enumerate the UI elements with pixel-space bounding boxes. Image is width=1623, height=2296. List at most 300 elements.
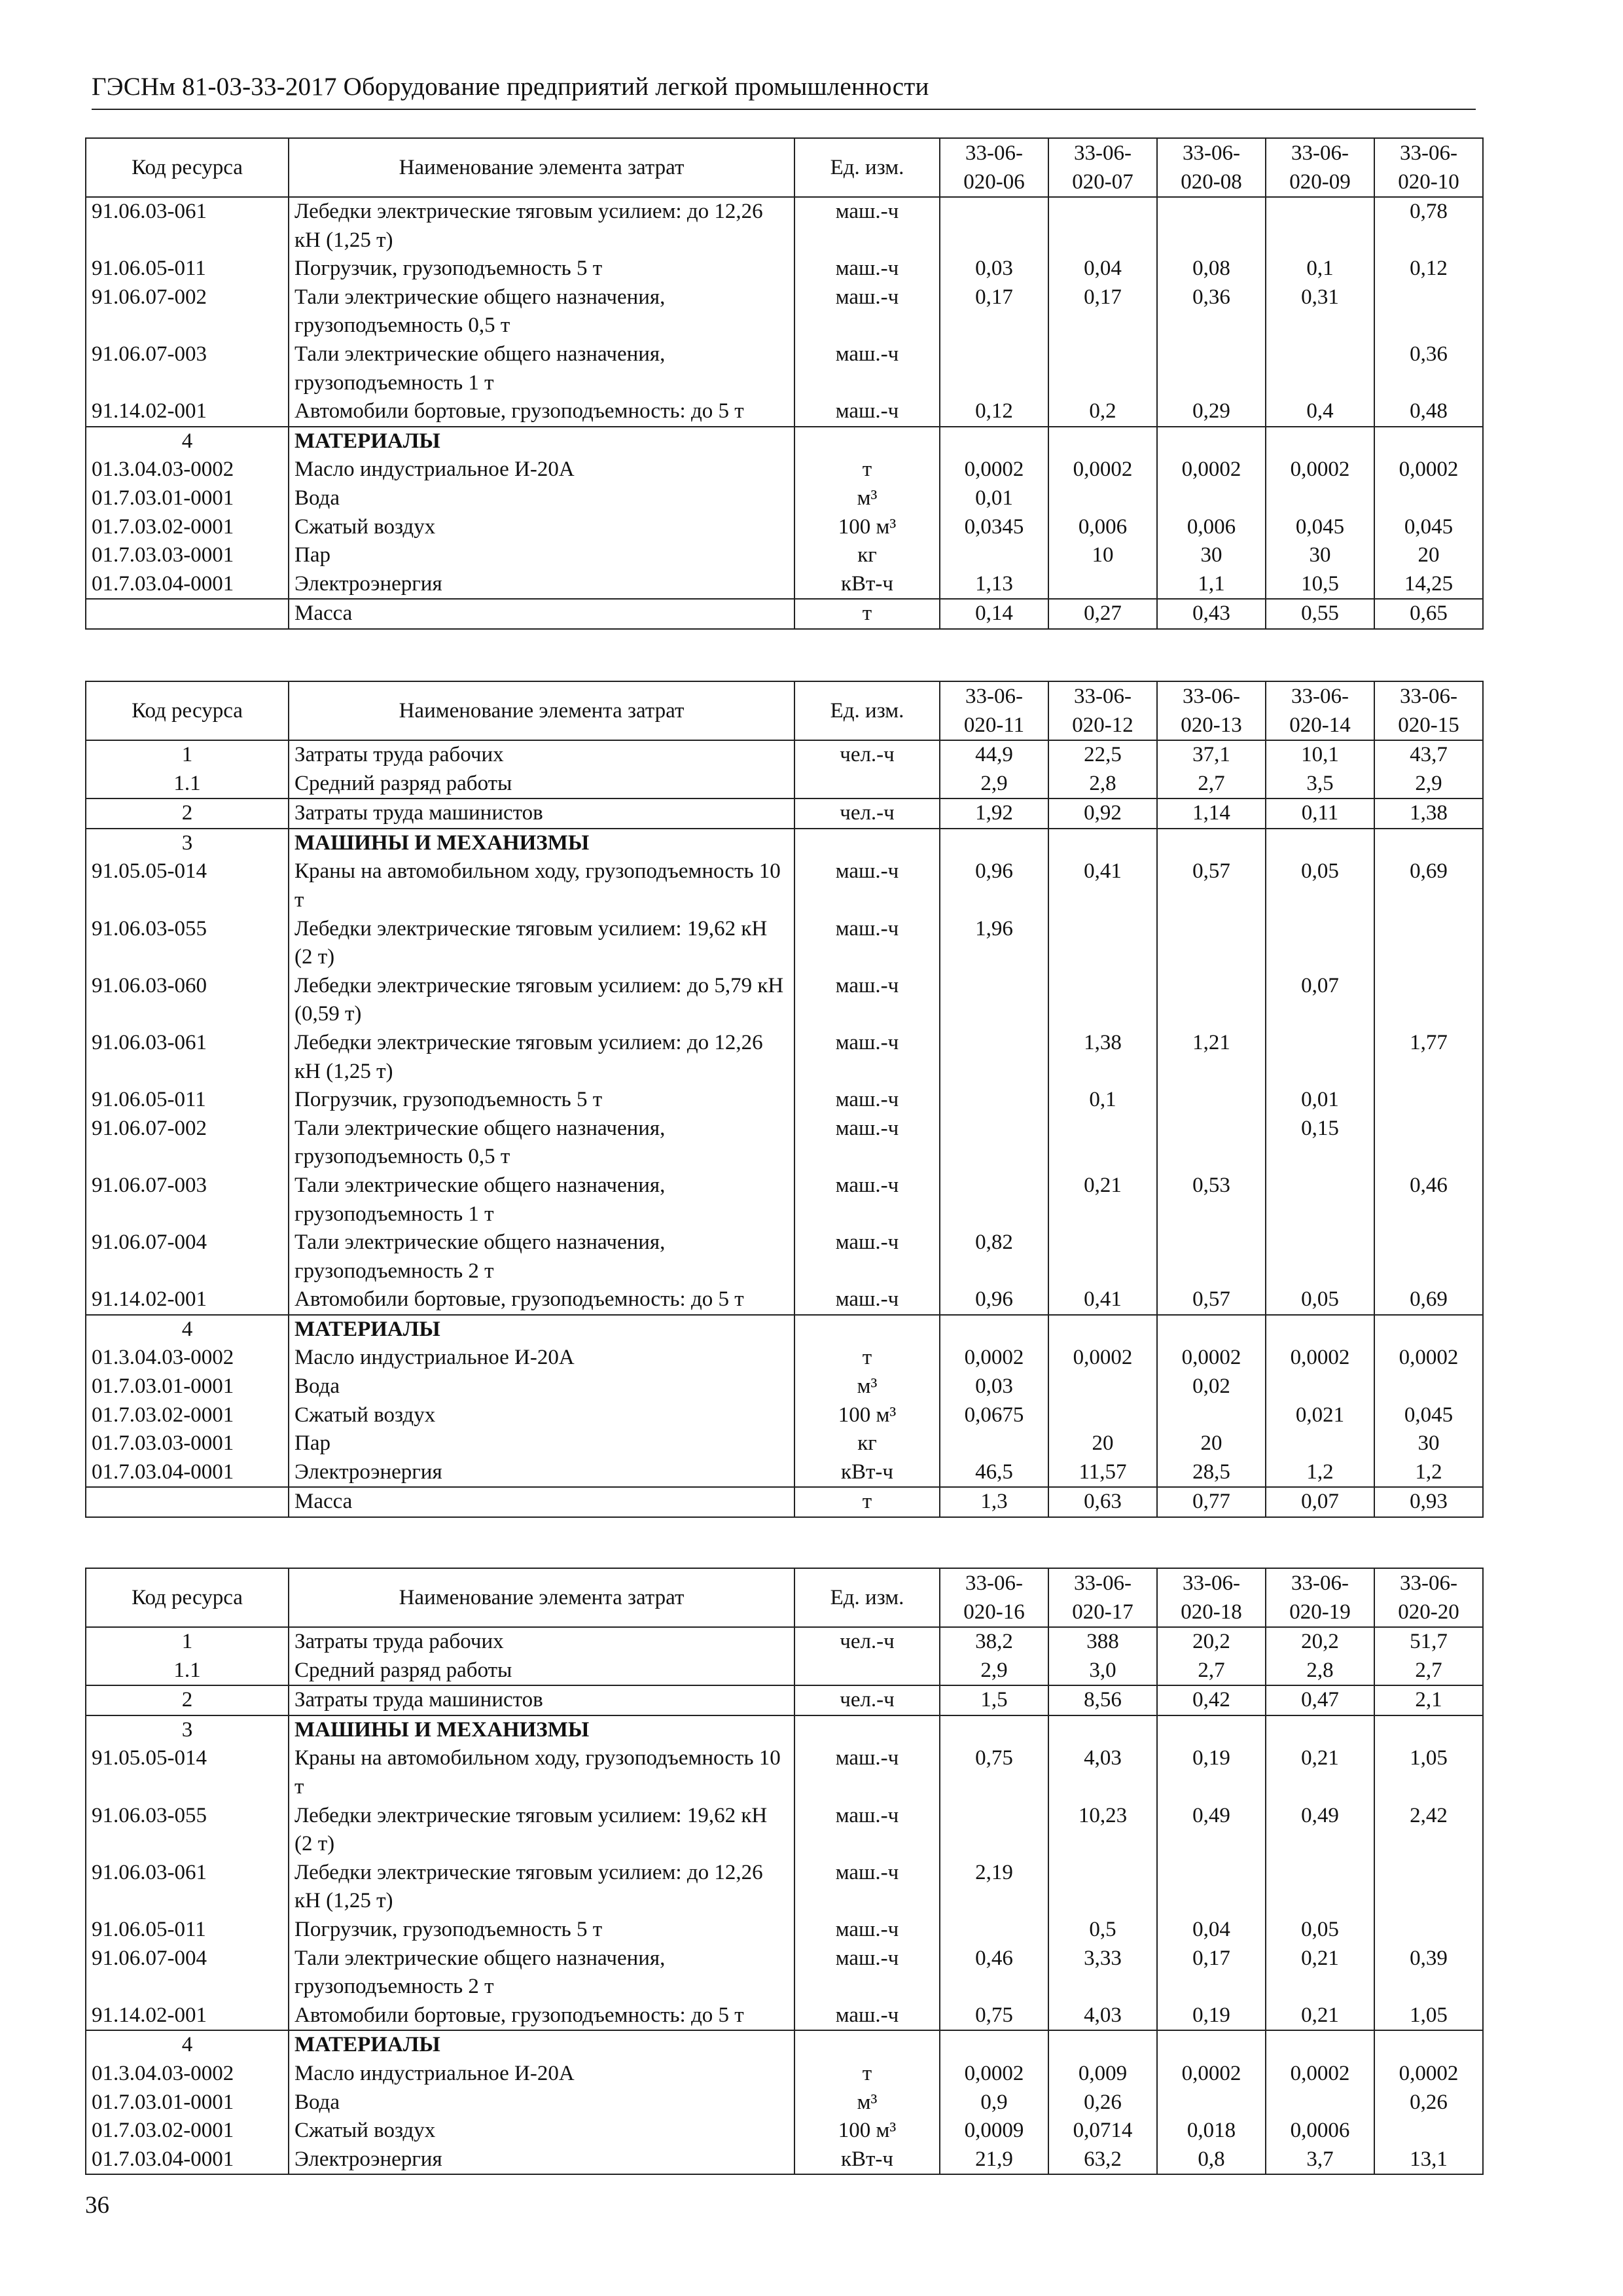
cost-element-name: Затраты труда рабочих xyxy=(289,1627,794,1657)
norm-value: 0,78 xyxy=(1374,197,1483,255)
norm-value: 0,0002 xyxy=(1157,2060,1266,2089)
norm-value: 10 xyxy=(1048,541,1157,570)
table-row xyxy=(86,1285,1483,1315)
norm-value: 0,17 xyxy=(1157,1945,1266,2001)
norm-value xyxy=(1374,2030,1483,2060)
table-row xyxy=(86,2089,1483,2117)
table-row xyxy=(86,1086,1483,1115)
unit-of-measure: маш.-ч xyxy=(794,915,940,972)
norm-value: 0,0345 xyxy=(940,513,1048,542)
cost-element-name: Тали электрические общего назначения, грузоподъемность 0,5 т xyxy=(289,283,794,340)
table-row xyxy=(86,1115,1483,1172)
cost-element-name: Масло индустриальное И-20А xyxy=(289,1344,794,1372)
norm-value: 0,48 xyxy=(1374,397,1483,427)
unit-of-measure: маш.-ч xyxy=(794,2001,940,2031)
norm-value xyxy=(1266,340,1374,397)
norm-value: 43,7 xyxy=(1374,740,1483,770)
resource-code: 01.7.03.01-0001 xyxy=(86,1372,289,1401)
norm-value xyxy=(1048,1372,1157,1401)
norm-value xyxy=(1157,484,1266,513)
norm-value: 0,17 xyxy=(1048,283,1157,340)
resource-code: 3 xyxy=(86,829,289,858)
unit-of-measure: маш.-ч xyxy=(794,1086,940,1115)
norm-value: 30 xyxy=(1157,541,1266,570)
unit-of-measure: 100 м³ xyxy=(794,2117,940,2145)
norm-value: 0,04 xyxy=(1157,1916,1266,1945)
norm-value xyxy=(1157,197,1266,255)
norm-value: 51,7 xyxy=(1374,1627,1483,1657)
norm-value: 10,5 xyxy=(1266,570,1374,600)
table-row xyxy=(86,283,1483,340)
norm-value: 0,14 xyxy=(940,599,1048,629)
norm-value: 0,19 xyxy=(1157,2001,1266,2031)
table-row xyxy=(86,484,1483,513)
norm-value: 0,0002 xyxy=(1266,2060,1374,2089)
norm-value: 2,9 xyxy=(940,1657,1048,1686)
unit-of-measure: маш.-ч xyxy=(794,1285,940,1315)
table-row xyxy=(86,1372,1483,1401)
table-row xyxy=(86,1401,1483,1430)
unit-of-measure xyxy=(794,2030,940,2060)
norm-value: 20,2 xyxy=(1266,1627,1374,1657)
norm-value: 0,9 xyxy=(940,2089,1048,2117)
norm-value: 3,5 xyxy=(1266,770,1374,799)
col-header-norm: 33-06-020-18 xyxy=(1157,1568,1266,1627)
cost-element-name: Масло индустриальное И-20А xyxy=(289,456,794,484)
unit-of-measure: маш.-ч xyxy=(794,1945,940,2001)
norm-value: 0,92 xyxy=(1048,798,1157,829)
norm-value: 0,05 xyxy=(1266,1916,1374,1945)
norm-value: 2,42 xyxy=(1374,1802,1483,1859)
norm-value xyxy=(1266,2030,1374,2060)
resource-code: 1.1 xyxy=(86,770,289,799)
norm-value xyxy=(1374,915,1483,972)
unit-of-measure: маш.-ч xyxy=(794,1029,940,1086)
table-header-row xyxy=(86,681,1483,740)
norm-value xyxy=(1374,2117,1483,2145)
unit-of-measure xyxy=(794,1657,940,1686)
resource-code xyxy=(86,599,289,629)
norm-value xyxy=(1266,197,1374,255)
norm-value: 0,5 xyxy=(1048,1916,1157,1945)
resource-code: 91.06.07-002 xyxy=(86,1115,289,1172)
norm-value xyxy=(1266,1429,1374,1458)
table-row xyxy=(86,456,1483,484)
norm-value: 1,92 xyxy=(940,798,1048,829)
norm-value: 44,9 xyxy=(940,740,1048,770)
norm-value xyxy=(940,972,1048,1029)
norm-value xyxy=(1374,484,1483,513)
norm-value xyxy=(1157,1086,1266,1115)
resource-code: 01.7.03.02-0001 xyxy=(86,513,289,542)
norm-value: 8,56 xyxy=(1048,1685,1157,1715)
norm-value: 0,045 xyxy=(1374,1401,1483,1430)
norm-value xyxy=(940,1916,1048,1945)
norm-value: 0,12 xyxy=(940,397,1048,427)
norm-value: 20 xyxy=(1157,1429,1266,1458)
table-row xyxy=(86,340,1483,397)
col-header-norm: 33-06-020-15 xyxy=(1374,681,1483,740)
cost-element-name: Электроэнергия xyxy=(289,1458,794,1488)
resource-code: 91.06.03-061 xyxy=(86,197,289,255)
norm-value xyxy=(1048,340,1157,397)
norm-value: 2,7 xyxy=(1157,770,1266,799)
cost-element-name: Тали электрические общего назначения, грузоподъемность 0,5 т xyxy=(289,1115,794,1172)
norm-value: 0,08 xyxy=(1157,255,1266,283)
norm-value: 0,05 xyxy=(1266,1285,1374,1315)
norm-value xyxy=(1048,829,1157,858)
resource-code: 01.3.04.03-0002 xyxy=(86,1344,289,1372)
col-header-unit: Ед. изм. xyxy=(794,1568,940,1627)
norm-value: 0,07 xyxy=(1266,972,1374,1029)
norm-value: 1,13 xyxy=(940,570,1048,600)
norm-value: 0,57 xyxy=(1157,1285,1266,1315)
table-row xyxy=(86,1715,1483,1745)
norm-value: 0,27 xyxy=(1048,599,1157,629)
cost-element-name: Затраты труда рабочих xyxy=(289,740,794,770)
norm-value: 0,0002 xyxy=(1374,2060,1483,2089)
cost-element-name: Электроэнергия xyxy=(289,2145,794,2175)
norm-value: 4,03 xyxy=(1048,2001,1157,2031)
norm-value: 0,93 xyxy=(1374,1487,1483,1517)
cost-element-name: Масса xyxy=(289,1487,794,1517)
norm-value xyxy=(1374,1115,1483,1172)
norm-value: 4,03 xyxy=(1048,1744,1157,1801)
cost-element-name: Пар xyxy=(289,1429,794,1458)
col-header-norm: 33-06-020-08 xyxy=(1157,138,1266,197)
cost-element-name: Сжатый воздух xyxy=(289,1401,794,1430)
norm-value: 1,2 xyxy=(1266,1458,1374,1488)
resource-code: 91.06.03-055 xyxy=(86,915,289,972)
unit-of-measure: маш.-ч xyxy=(794,972,940,1029)
norm-value: 0,69 xyxy=(1374,857,1483,914)
table-row xyxy=(86,1916,1483,1945)
norm-value: 2,8 xyxy=(1048,770,1157,799)
norm-value: 0,49 xyxy=(1157,1802,1266,1859)
norm-value xyxy=(940,1429,1048,1458)
table-row xyxy=(86,255,1483,283)
table-row xyxy=(86,2001,1483,2031)
resource-code: 91.14.02-001 xyxy=(86,2001,289,2031)
norm-value: 3,33 xyxy=(1048,1945,1157,2001)
norm-value: 3,0 xyxy=(1048,1657,1157,1686)
norm-value: 0,045 xyxy=(1266,513,1374,542)
norm-value: 0,21 xyxy=(1266,1945,1374,2001)
norm-value: 0,0714 xyxy=(1048,2117,1157,2145)
resource-code: 2 xyxy=(86,1685,289,1715)
norm-value: 388 xyxy=(1048,1627,1157,1657)
unit-of-measure: м³ xyxy=(794,484,940,513)
unit-of-measure xyxy=(794,427,940,456)
col-header-code: Код ресурса xyxy=(86,138,289,197)
cost-element-name: МАШИНЫ И МЕХАНИЗМЫ xyxy=(289,1715,794,1745)
resource-code: 01.7.03.03-0001 xyxy=(86,541,289,570)
unit-of-measure: т xyxy=(794,2060,940,2089)
resource-code: 91.06.05-011 xyxy=(86,1916,289,1945)
resource-code: 91.06.03-055 xyxy=(86,1802,289,1859)
cost-element-name: МАТЕРИАЛЫ xyxy=(289,1315,794,1344)
table-row xyxy=(86,829,1483,858)
norm-value xyxy=(1048,915,1157,972)
unit-of-measure: маш.-ч xyxy=(794,1229,940,1285)
norm-value xyxy=(1048,197,1157,255)
norm-value: 0,26 xyxy=(1048,2089,1157,2117)
unit-of-measure: маш.-ч xyxy=(794,1744,940,1801)
norm-value: 0,018 xyxy=(1157,2117,1266,2145)
norm-value xyxy=(1048,1715,1157,1745)
unit-of-measure: м³ xyxy=(794,1372,940,1401)
unit-of-measure: чел.-ч xyxy=(794,798,940,829)
norm-value: 0,75 xyxy=(940,1744,1048,1801)
norm-value: 0,69 xyxy=(1374,1285,1483,1315)
norm-value: 1,3 xyxy=(940,1487,1048,1517)
norm-value: 1,38 xyxy=(1048,1029,1157,1086)
cost-element-name: Вода xyxy=(289,2089,794,2117)
col-header-unit: Ед. изм. xyxy=(794,681,940,740)
cost-element-name: Средний разряд работы xyxy=(289,770,794,799)
norm-value: 2,7 xyxy=(1157,1657,1266,1686)
norm-value: 0,1 xyxy=(1048,1086,1157,1115)
norm-value: 0,55 xyxy=(1266,599,1374,629)
norm-value: 13,1 xyxy=(1374,2145,1483,2175)
resource-code: 91.06.03-061 xyxy=(86,1029,289,1086)
norm-value xyxy=(1157,1715,1266,1745)
table-row xyxy=(86,1458,1483,1488)
col-header-norm: 33-06-020-16 xyxy=(940,1568,1048,1627)
norm-value xyxy=(1374,427,1483,456)
norm-value: 0,29 xyxy=(1157,397,1266,427)
resource-code: 4 xyxy=(86,2030,289,2060)
cost-element-name: Тали электрические общего назначения, грузоподъемность 2 т xyxy=(289,1945,794,2001)
unit-of-measure xyxy=(794,1715,940,1745)
table-row xyxy=(86,1945,1483,2001)
norm-value: 1,1 xyxy=(1157,570,1266,600)
norm-value: 0,0002 xyxy=(1048,1344,1157,1372)
unit-of-measure: чел.-ч xyxy=(794,1627,940,1657)
cost-element-name: Лебедки электрические тяговым усилием: до 5,79 кН (0,59 т) xyxy=(289,972,794,1029)
unit-of-measure: м³ xyxy=(794,2089,940,2117)
table-row xyxy=(86,1859,1483,1916)
cost-element-name: Сжатый воздух xyxy=(289,2117,794,2145)
norm-value: 0,39 xyxy=(1374,1945,1483,2001)
page-number: 36 xyxy=(85,2192,109,2219)
resource-table-1 xyxy=(85,137,1484,630)
cost-element-name: Лебедки электрические тяговым усилием: 19,62 кН (2 т) xyxy=(289,1802,794,1859)
norm-value: 0,36 xyxy=(1157,283,1266,340)
cost-element-name: Затраты труда машинистов xyxy=(289,1685,794,1715)
col-header-code: Код ресурса xyxy=(86,1568,289,1627)
resource-table-3 xyxy=(85,1568,1484,2175)
resource-code: 01.7.03.02-0001 xyxy=(86,2117,289,2145)
unit-of-measure: чел.-ч xyxy=(794,1685,940,1715)
table-row xyxy=(86,798,1483,829)
norm-value: 0,1 xyxy=(1266,255,1374,283)
col-header-code: Код ресурса xyxy=(86,681,289,740)
norm-value: 0,75 xyxy=(940,2001,1048,2031)
norm-value xyxy=(1048,570,1157,600)
norm-value xyxy=(940,1172,1048,1229)
col-header-name: Наименование элемента затрат xyxy=(289,138,794,197)
resource-code: 2 xyxy=(86,798,289,829)
cost-element-name: Масло индустриальное И-20А xyxy=(289,2060,794,2089)
norm-value xyxy=(1374,972,1483,1029)
norm-value xyxy=(940,427,1048,456)
resource-code: 01.3.04.03-0002 xyxy=(86,2060,289,2089)
table-row xyxy=(86,857,1483,914)
norm-value: 0,31 xyxy=(1266,283,1374,340)
norm-value: 2,7 xyxy=(1374,1657,1483,1686)
unit-of-measure: кг xyxy=(794,1429,940,1458)
cost-element-name: Автомобили бортовые, грузоподъемность: до 5 т xyxy=(289,397,794,427)
norm-value: 0,0002 xyxy=(940,456,1048,484)
unit-of-measure: т xyxy=(794,1487,940,1517)
norm-value xyxy=(1266,1315,1374,1344)
table-row xyxy=(86,1029,1483,1086)
norm-value xyxy=(1266,1229,1374,1285)
norm-value: 0,0675 xyxy=(940,1401,1048,1430)
norm-value: 14,25 xyxy=(1374,570,1483,600)
norm-value: 0,03 xyxy=(940,255,1048,283)
norm-value: 0,42 xyxy=(1157,1685,1266,1715)
cost-element-name: МАТЕРИАЛЫ xyxy=(289,427,794,456)
cost-element-name: Вода xyxy=(289,484,794,513)
norm-value: 2,1 xyxy=(1374,1685,1483,1715)
norm-value xyxy=(940,1802,1048,1859)
unit-of-measure xyxy=(794,770,940,799)
norm-value xyxy=(1048,427,1157,456)
norm-value: 0,0002 xyxy=(1266,456,1374,484)
norm-value: 0,21 xyxy=(1266,1744,1374,1801)
norm-value: 0,26 xyxy=(1374,2089,1483,2117)
norm-value: 20 xyxy=(1374,541,1483,570)
norm-value xyxy=(1266,829,1374,858)
unit-of-measure: т xyxy=(794,456,940,484)
col-header-name: Наименование элемента затрат xyxy=(289,1568,794,1627)
norm-value: 0,4 xyxy=(1266,397,1374,427)
col-header-norm: 33-06-020-12 xyxy=(1048,681,1157,740)
unit-of-measure: кВт-ч xyxy=(794,2145,940,2175)
table-row xyxy=(86,1315,1483,1344)
cost-element-name: Краны на автомобильном ходу, грузоподъемность 10 т xyxy=(289,1744,794,1801)
norm-value: 11,57 xyxy=(1048,1458,1157,1488)
norm-value xyxy=(940,2030,1048,2060)
cost-element-name: Масса xyxy=(289,599,794,629)
resource-code: 1 xyxy=(86,1627,289,1657)
unit-of-measure: маш.-ч xyxy=(794,857,940,914)
norm-value: 0,009 xyxy=(1048,2060,1157,2089)
norm-value: 1,05 xyxy=(1374,2001,1483,2031)
norm-value xyxy=(1266,427,1374,456)
resource-code: 1.1 xyxy=(86,1657,289,1686)
table-row xyxy=(86,1429,1483,1458)
norm-value: 1,96 xyxy=(940,915,1048,972)
col-header-norm: 33-06-020-11 xyxy=(940,681,1048,740)
unit-of-measure: маш.-ч xyxy=(794,397,940,427)
norm-value xyxy=(1266,1172,1374,1229)
norm-value xyxy=(1266,484,1374,513)
unit-of-measure: 100 м³ xyxy=(794,513,940,542)
resource-code: 91.05.05-014 xyxy=(86,857,289,914)
norm-value: 0,46 xyxy=(940,1945,1048,2001)
resource-table-2 xyxy=(85,681,1484,1518)
norm-value xyxy=(1266,1715,1374,1745)
norm-value: 37,1 xyxy=(1157,740,1266,770)
table-row xyxy=(86,1487,1483,1517)
unit-of-measure: маш.-ч xyxy=(794,283,940,340)
resource-code: 91.05.05-014 xyxy=(86,1744,289,1801)
cost-element-name: Лебедки электрические тяговым усилием: до 12,26 кН (1,25 т) xyxy=(289,1029,794,1086)
norm-value: 0,0002 xyxy=(1374,456,1483,484)
cost-element-name: Краны на автомобильном ходу, грузоподъемность 10 т xyxy=(289,857,794,914)
norm-value: 30 xyxy=(1266,541,1374,570)
norm-value: 0,77 xyxy=(1157,1487,1266,1517)
norm-value xyxy=(1374,1372,1483,1401)
norm-value xyxy=(1266,915,1374,972)
cost-element-name: Тали электрические общего назначения, грузоподъемность 1 т xyxy=(289,340,794,397)
resource-code: 01.7.03.04-0001 xyxy=(86,1458,289,1488)
norm-value: 20 xyxy=(1048,1429,1157,1458)
norm-value xyxy=(1157,427,1266,456)
col-header-norm: 33-06-020-14 xyxy=(1266,681,1374,740)
cost-element-name: Погрузчик, грузоподъемность 5 т xyxy=(289,255,794,283)
norm-value: 0,36 xyxy=(1374,340,1483,397)
table-row xyxy=(86,541,1483,570)
col-header-unit: Ед. изм. xyxy=(794,138,940,197)
norm-value xyxy=(1157,1859,1266,1916)
resource-code: 91.06.07-004 xyxy=(86,1229,289,1285)
cost-element-name: Погрузчик, грузоподъемность 5 т xyxy=(289,1916,794,1945)
norm-value xyxy=(940,1315,1048,1344)
norm-value: 0,0002 xyxy=(1048,456,1157,484)
norm-value xyxy=(940,1715,1048,1745)
unit-of-measure: маш.-ч xyxy=(794,197,940,255)
unit-of-measure: кг xyxy=(794,541,940,570)
norm-value: 0,21 xyxy=(1048,1172,1157,1229)
table-row xyxy=(86,397,1483,427)
norm-value: 22,5 xyxy=(1048,740,1157,770)
resource-code: 91.14.02-001 xyxy=(86,397,289,427)
norm-value: 1,38 xyxy=(1374,798,1483,829)
cost-element-name: Лебедки электрические тяговым усилием: 19,62 кН (2 т) xyxy=(289,915,794,972)
resource-code: 91.06.07-003 xyxy=(86,340,289,397)
norm-value xyxy=(1048,1859,1157,1916)
norm-value: 20,2 xyxy=(1157,1627,1266,1657)
norm-value: 0,006 xyxy=(1048,513,1157,542)
col-header-norm: 33-06-020-06 xyxy=(940,138,1048,197)
unit-of-measure: т xyxy=(794,1344,940,1372)
col-header-name: Наименование элемента затрат xyxy=(289,681,794,740)
cost-element-name: Лебедки электрические тяговым усилием: до 12,26 кН (1,25 т) xyxy=(289,197,794,255)
unit-of-measure: маш.-ч xyxy=(794,1916,940,1945)
norm-value: 46,5 xyxy=(940,1458,1048,1488)
table-row xyxy=(86,1657,1483,1686)
norm-value: 1,77 xyxy=(1374,1029,1483,1086)
norm-value xyxy=(1266,1029,1374,1086)
norm-value: 0,65 xyxy=(1374,599,1483,629)
norm-value xyxy=(940,829,1048,858)
col-header-norm: 33-06-020-19 xyxy=(1266,1568,1374,1627)
unit-of-measure: маш.-ч xyxy=(794,1172,940,1229)
cost-element-name: Средний разряд работы xyxy=(289,1657,794,1686)
resource-code: 91.06.07-003 xyxy=(86,1172,289,1229)
table-row xyxy=(86,1627,1483,1657)
norm-value: 0,0002 xyxy=(1157,456,1266,484)
norm-value xyxy=(1266,2089,1374,2117)
norm-value xyxy=(1374,1859,1483,1916)
col-header-norm: 33-06-020-09 xyxy=(1266,138,1374,197)
norm-value xyxy=(1157,1315,1266,1344)
norm-value: 38,2 xyxy=(940,1627,1048,1657)
